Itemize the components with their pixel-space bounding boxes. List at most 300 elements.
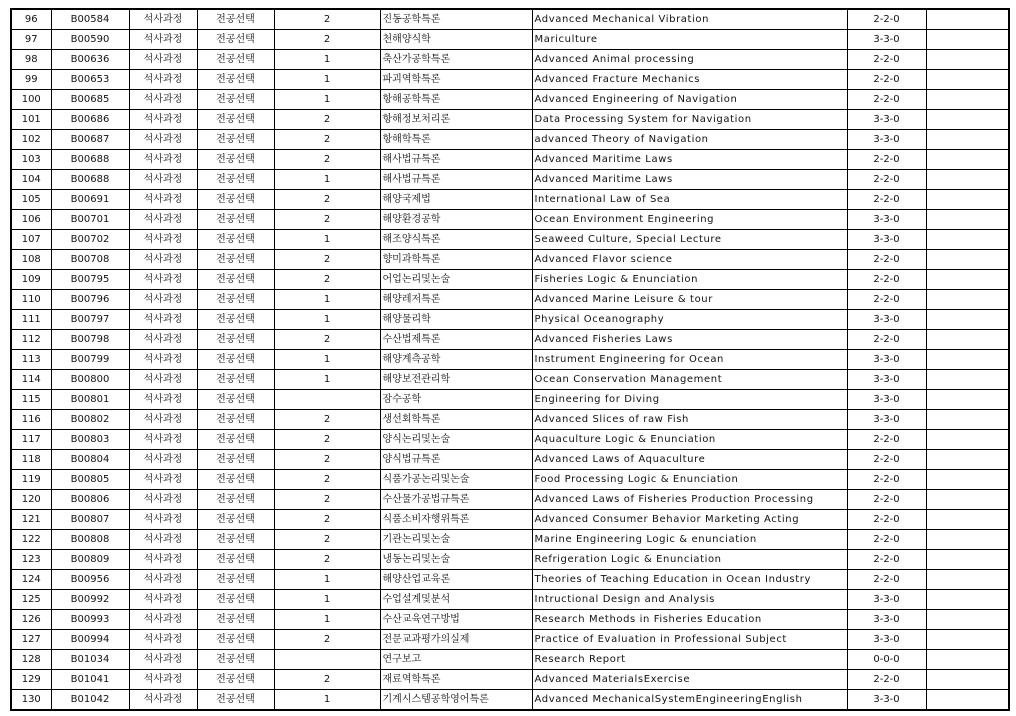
table-row (11, 350, 1009, 370)
course-code: B00584 (51, 9, 129, 30)
english-title: Advanced Maritime Laws (532, 150, 847, 170)
course-code: B00685 (51, 90, 129, 110)
degree-program: 석사과정 (129, 370, 197, 390)
english-title: Theories of Teaching Education in Ocean Industry (532, 570, 847, 590)
semester: 1 (274, 70, 380, 90)
credit-hours: 2-2-0 (847, 170, 926, 190)
credit-hours: 2-2-0 (847, 270, 926, 290)
english-title: Physical Oceanography (532, 310, 847, 330)
course-code: B00994 (51, 630, 129, 650)
table-row (11, 150, 1009, 170)
degree-program: 석사과정 (129, 650, 197, 670)
row-number: 99 (11, 70, 51, 90)
degree-program: 석사과정 (129, 330, 197, 350)
course-code: B00809 (51, 550, 129, 570)
note-cell (926, 650, 1009, 670)
credit-hours: 3-3-0 (847, 310, 926, 330)
note-cell (926, 130, 1009, 150)
course-code: B00636 (51, 50, 129, 70)
english-title: Advanced MechanicalSystemEngineeringEnglish (532, 690, 847, 711)
note-cell (926, 630, 1009, 650)
degree-program: 석사과정 (129, 90, 197, 110)
note-cell (926, 270, 1009, 290)
course-code: B00701 (51, 210, 129, 230)
degree-program: 석사과정 (129, 170, 197, 190)
row-number: 120 (11, 490, 51, 510)
semester (274, 390, 380, 410)
semester: 2 (274, 550, 380, 570)
korean-title: 항해학특론 (380, 130, 532, 150)
course-code: B00806 (51, 490, 129, 510)
semester: 2 (274, 670, 380, 690)
course-type: 전공선택 (197, 530, 274, 550)
row-number: 109 (11, 270, 51, 290)
table-row (11, 370, 1009, 390)
semester: 2 (274, 470, 380, 490)
course-code: B00803 (51, 430, 129, 450)
course-code: B00993 (51, 610, 129, 630)
credit-hours: 3-3-0 (847, 230, 926, 250)
course-type: 전공선택 (197, 650, 274, 670)
korean-title: 해양계측공학 (380, 350, 532, 370)
note-cell (926, 170, 1009, 190)
degree-program: 석사과정 (129, 590, 197, 610)
course-type: 전공선택 (197, 9, 274, 30)
english-title: advanced Theory of Navigation (532, 130, 847, 150)
degree-program: 석사과정 (129, 630, 197, 650)
english-title: Advanced Fracture Mechanics (532, 70, 847, 90)
table-row (11, 110, 1009, 130)
english-title: Ocean Conservation Management (532, 370, 847, 390)
credit-hours: 2-2-0 (847, 450, 926, 470)
table-row (11, 430, 1009, 450)
semester: 1 (274, 350, 380, 370)
semester: 1 (274, 290, 380, 310)
english-title: Advanced Maritime Laws (532, 170, 847, 190)
course-type: 전공선택 (197, 670, 274, 690)
korean-title: 해양보전관리학 (380, 370, 532, 390)
english-title: Mariculture (532, 30, 847, 50)
table-row (11, 130, 1009, 150)
korean-title: 수산법제특론 (380, 330, 532, 350)
table-row (11, 90, 1009, 110)
course-type: 전공선택 (197, 290, 274, 310)
note-cell (926, 410, 1009, 430)
semester: 2 (274, 270, 380, 290)
degree-program: 석사과정 (129, 9, 197, 30)
semester: 2 (274, 130, 380, 150)
semester: 1 (274, 310, 380, 330)
semester: 1 (274, 690, 380, 711)
degree-program: 석사과정 (129, 430, 197, 450)
semester: 1 (274, 230, 380, 250)
degree-program: 석사과정 (129, 250, 197, 270)
korean-title: 향미과학특론 (380, 250, 532, 270)
table-row (11, 510, 1009, 530)
korean-title: 항해정보처리론 (380, 110, 532, 130)
degree-program: 석사과정 (129, 690, 197, 711)
korean-title: 기관논리및논술 (380, 530, 532, 550)
row-number: 105 (11, 190, 51, 210)
korean-title: 해조양식특론 (380, 230, 532, 250)
degree-program: 석사과정 (129, 110, 197, 130)
table-body (11, 9, 1009, 710)
course-code: B00807 (51, 510, 129, 530)
english-title: Aquaculture Logic & Enunciation (532, 430, 847, 450)
row-number: 107 (11, 230, 51, 250)
korean-title: 축산가공학특론 (380, 50, 532, 70)
english-title: Advanced Laws of Fisheries Production Processing (532, 490, 847, 510)
degree-program: 석사과정 (129, 190, 197, 210)
credit-hours: 2-2-0 (847, 290, 926, 310)
degree-program: 석사과정 (129, 550, 197, 570)
table-row (11, 70, 1009, 90)
semester: 1 (274, 170, 380, 190)
row-number: 100 (11, 90, 51, 110)
course-type: 전공선택 (197, 50, 274, 70)
course-code: B00800 (51, 370, 129, 390)
row-number: 96 (11, 9, 51, 30)
credit-hours: 2-2-0 (847, 530, 926, 550)
credit-hours: 3-3-0 (847, 210, 926, 230)
course-type: 전공선택 (197, 450, 274, 470)
row-number: 129 (11, 670, 51, 690)
row-number: 110 (11, 290, 51, 310)
note-cell (926, 210, 1009, 230)
english-title: Advanced Marine Leisure & tour (532, 290, 847, 310)
credit-hours: 2-2-0 (847, 670, 926, 690)
semester: 2 (274, 9, 380, 30)
semester: 2 (274, 110, 380, 130)
note-cell (926, 70, 1009, 90)
row-number: 113 (11, 350, 51, 370)
note-cell (926, 330, 1009, 350)
korean-title: 진동공학특론 (380, 9, 532, 30)
note-cell (926, 250, 1009, 270)
course-type: 전공선택 (197, 70, 274, 90)
course-type: 전공선택 (197, 130, 274, 150)
note-cell (926, 30, 1009, 50)
row-number: 126 (11, 610, 51, 630)
note-cell (926, 690, 1009, 711)
course-type: 전공선택 (197, 210, 274, 230)
table-row (11, 310, 1009, 330)
table-row (11, 210, 1009, 230)
course-type: 전공선택 (197, 310, 274, 330)
course-code: B00686 (51, 110, 129, 130)
english-title: Intructional Design and Analysis (532, 590, 847, 610)
degree-program: 석사과정 (129, 130, 197, 150)
course-type: 전공선택 (197, 390, 274, 410)
note-cell (926, 430, 1009, 450)
english-title: Advanced Flavor science (532, 250, 847, 270)
credit-hours: 3-3-0 (847, 110, 926, 130)
table-row (11, 550, 1009, 570)
credit-hours: 2-2-0 (847, 90, 926, 110)
degree-program: 석사과정 (129, 390, 197, 410)
degree-program: 석사과정 (129, 410, 197, 430)
table-row (11, 390, 1009, 410)
korean-title: 어업논리및논술 (380, 270, 532, 290)
course-code: B01042 (51, 690, 129, 711)
semester: 2 (274, 250, 380, 270)
korean-title: 항해공학특론 (380, 90, 532, 110)
degree-program: 석사과정 (129, 150, 197, 170)
degree-program: 석사과정 (129, 50, 197, 70)
credit-hours: 2-2-0 (847, 9, 926, 30)
korean-title: 식품소비자행위특론 (380, 510, 532, 530)
korean-title: 전문교과평가의실제 (380, 630, 532, 650)
note-cell (926, 50, 1009, 70)
note-cell (926, 230, 1009, 250)
note-cell (926, 110, 1009, 130)
row-number: 104 (11, 170, 51, 190)
degree-program: 석사과정 (129, 570, 197, 590)
korean-title: 잠수공학 (380, 390, 532, 410)
semester: 2 (274, 30, 380, 50)
note-cell (926, 370, 1009, 390)
course-code: B00992 (51, 590, 129, 610)
row-number: 119 (11, 470, 51, 490)
course-code: B01034 (51, 650, 129, 670)
english-title: Advanced Fisheries Laws (532, 330, 847, 350)
english-title: Seaweed Culture, Special Lecture (532, 230, 847, 250)
korean-title: 해양환경공학 (380, 210, 532, 230)
note-cell (926, 510, 1009, 530)
row-number: 106 (11, 210, 51, 230)
course-code: B00590 (51, 30, 129, 50)
semester: 1 (274, 590, 380, 610)
credit-hours: 2-2-0 (847, 50, 926, 70)
semester: 2 (274, 630, 380, 650)
degree-program: 석사과정 (129, 70, 197, 90)
table-row (11, 170, 1009, 190)
credit-hours: 2-2-0 (847, 150, 926, 170)
credit-hours: 3-3-0 (847, 390, 926, 410)
korean-title: 해사법규특론 (380, 150, 532, 170)
row-number: 127 (11, 630, 51, 650)
course-type: 전공선택 (197, 550, 274, 570)
course-type: 전공선택 (197, 490, 274, 510)
table-row (11, 630, 1009, 650)
note-cell (926, 610, 1009, 630)
table-row (11, 230, 1009, 250)
english-title: Advanced Animal processing (532, 50, 847, 70)
note-cell (926, 530, 1009, 550)
row-number: 115 (11, 390, 51, 410)
note-cell (926, 390, 1009, 410)
credit-hours: 2-2-0 (847, 190, 926, 210)
row-number: 122 (11, 530, 51, 550)
row-number: 128 (11, 650, 51, 670)
semester: 2 (274, 410, 380, 430)
table-row (11, 250, 1009, 270)
course-type: 전공선택 (197, 410, 274, 430)
row-number: 116 (11, 410, 51, 430)
degree-program: 석사과정 (129, 510, 197, 530)
korean-title: 파괴역학특론 (380, 70, 532, 90)
course-code: B00799 (51, 350, 129, 370)
credit-hours: 2-2-0 (847, 250, 926, 270)
note-cell (926, 150, 1009, 170)
korean-title: 해사법규특론 (380, 170, 532, 190)
korean-title: 기계시스템공학영어특론 (380, 690, 532, 711)
english-title: International Law of Sea (532, 190, 847, 210)
korean-title: 양식법규특론 (380, 450, 532, 470)
table-row (11, 490, 1009, 510)
credit-hours: 2-2-0 (847, 330, 926, 350)
semester: 2 (274, 490, 380, 510)
english-title: Advanced Slices of raw Fish (532, 410, 847, 430)
credit-hours: 2-2-0 (847, 510, 926, 530)
english-title: Practice of Evaluation in Professional Subject (532, 630, 847, 650)
row-number: 117 (11, 430, 51, 450)
semester: 1 (274, 90, 380, 110)
english-title: Food Processing Logic & Enunciation (532, 470, 847, 490)
korean-title: 수산교육연구방법 (380, 610, 532, 630)
credit-hours: 2-2-0 (847, 550, 926, 570)
course-code: B00801 (51, 390, 129, 410)
table-row (11, 190, 1009, 210)
credit-hours: 2-2-0 (847, 70, 926, 90)
english-title: Data Processing System for Navigation (532, 110, 847, 130)
korean-title: 생선회학특론 (380, 410, 532, 430)
semester: 1 (274, 370, 380, 390)
credit-hours: 3-3-0 (847, 630, 926, 650)
degree-program: 석사과정 (129, 210, 197, 230)
table-row (11, 270, 1009, 290)
credit-hours: 3-3-0 (847, 130, 926, 150)
korean-title: 냉동논리및논술 (380, 550, 532, 570)
note-cell (926, 190, 1009, 210)
table-row (11, 590, 1009, 610)
course-type: 전공선택 (197, 610, 274, 630)
degree-program: 석사과정 (129, 490, 197, 510)
table-row (11, 690, 1009, 711)
note-cell (926, 450, 1009, 470)
table-row (11, 570, 1009, 590)
note-cell (926, 550, 1009, 570)
course-type: 전공선택 (197, 150, 274, 170)
course-code: B00808 (51, 530, 129, 550)
course-type: 전공선택 (197, 250, 274, 270)
course-code: B00804 (51, 450, 129, 470)
table-row (11, 9, 1009, 30)
degree-program: 석사과정 (129, 670, 197, 690)
degree-program: 석사과정 (129, 30, 197, 50)
note-cell (926, 590, 1009, 610)
row-number: 125 (11, 590, 51, 610)
table-row (11, 30, 1009, 50)
course-type: 전공선택 (197, 430, 274, 450)
korean-title: 연구보고 (380, 650, 532, 670)
row-number: 97 (11, 30, 51, 50)
course-type: 전공선택 (197, 190, 274, 210)
table-row (11, 290, 1009, 310)
table-row (11, 410, 1009, 430)
note-cell (926, 90, 1009, 110)
english-title: Advanced Consumer Behavior Marketing Acting (532, 510, 847, 530)
course-type: 전공선택 (197, 270, 274, 290)
english-title: Ocean Environment Engineering (532, 210, 847, 230)
row-number: 124 (11, 570, 51, 590)
korean-title: 재료역학특론 (380, 670, 532, 690)
semester: 2 (274, 210, 380, 230)
row-number: 102 (11, 130, 51, 150)
korean-title: 천해양식학 (380, 30, 532, 50)
semester: 2 (274, 330, 380, 350)
table-row (11, 530, 1009, 550)
semester: 2 (274, 190, 380, 210)
note-cell (926, 9, 1009, 30)
korean-title: 양식논리및논술 (380, 430, 532, 450)
course-code: B00653 (51, 70, 129, 90)
note-cell (926, 470, 1009, 490)
course-code: B00708 (51, 250, 129, 270)
course-type: 전공선택 (197, 370, 274, 390)
row-number: 112 (11, 330, 51, 350)
credit-hours: 0-0-0 (847, 650, 926, 670)
note-cell (926, 290, 1009, 310)
credit-hours: 2-2-0 (847, 570, 926, 590)
credit-hours: 3-3-0 (847, 690, 926, 711)
table-row (11, 50, 1009, 70)
note-cell (926, 670, 1009, 690)
row-number: 118 (11, 450, 51, 470)
credit-hours: 3-3-0 (847, 30, 926, 50)
semester: 2 (274, 530, 380, 550)
english-title: Advanced Laws of Aquaculture (532, 450, 847, 470)
korean-title: 해양산업교육론 (380, 570, 532, 590)
english-title: Research Report (532, 650, 847, 670)
course-code: B00805 (51, 470, 129, 490)
row-number: 130 (11, 690, 51, 711)
english-title: Refrigeration Logic & Enunciation (532, 550, 847, 570)
course-code: B00687 (51, 130, 129, 150)
credit-hours: 3-3-0 (847, 370, 926, 390)
korean-title: 식품가공논리및논술 (380, 470, 532, 490)
course-code: B00802 (51, 410, 129, 430)
row-number: 98 (11, 50, 51, 70)
course-code: B00688 (51, 170, 129, 190)
course-type: 전공선택 (197, 470, 274, 490)
degree-program: 석사과정 (129, 350, 197, 370)
korean-title: 수업설계및분석 (380, 590, 532, 610)
course-type: 전공선택 (197, 510, 274, 530)
row-number: 108 (11, 250, 51, 270)
course-code: B00688 (51, 150, 129, 170)
english-title: Engineering for Diving (532, 390, 847, 410)
course-code: B00956 (51, 570, 129, 590)
course-code: B00797 (51, 310, 129, 330)
credit-hours: 3-3-0 (847, 350, 926, 370)
degree-program: 석사과정 (129, 290, 197, 310)
note-cell (926, 490, 1009, 510)
course-type: 전공선택 (197, 170, 274, 190)
english-title: Marine Engineering Logic & enunciation (532, 530, 847, 550)
semester: 1 (274, 50, 380, 70)
course-type: 전공선택 (197, 230, 274, 250)
course-type: 전공선택 (197, 590, 274, 610)
english-title: Instrument Engineering for Ocean (532, 350, 847, 370)
course-code: B00691 (51, 190, 129, 210)
course-code: B00796 (51, 290, 129, 310)
table-row (11, 330, 1009, 350)
semester: 2 (274, 450, 380, 470)
table-row (11, 450, 1009, 470)
credit-hours: 3-3-0 (847, 410, 926, 430)
row-number: 103 (11, 150, 51, 170)
